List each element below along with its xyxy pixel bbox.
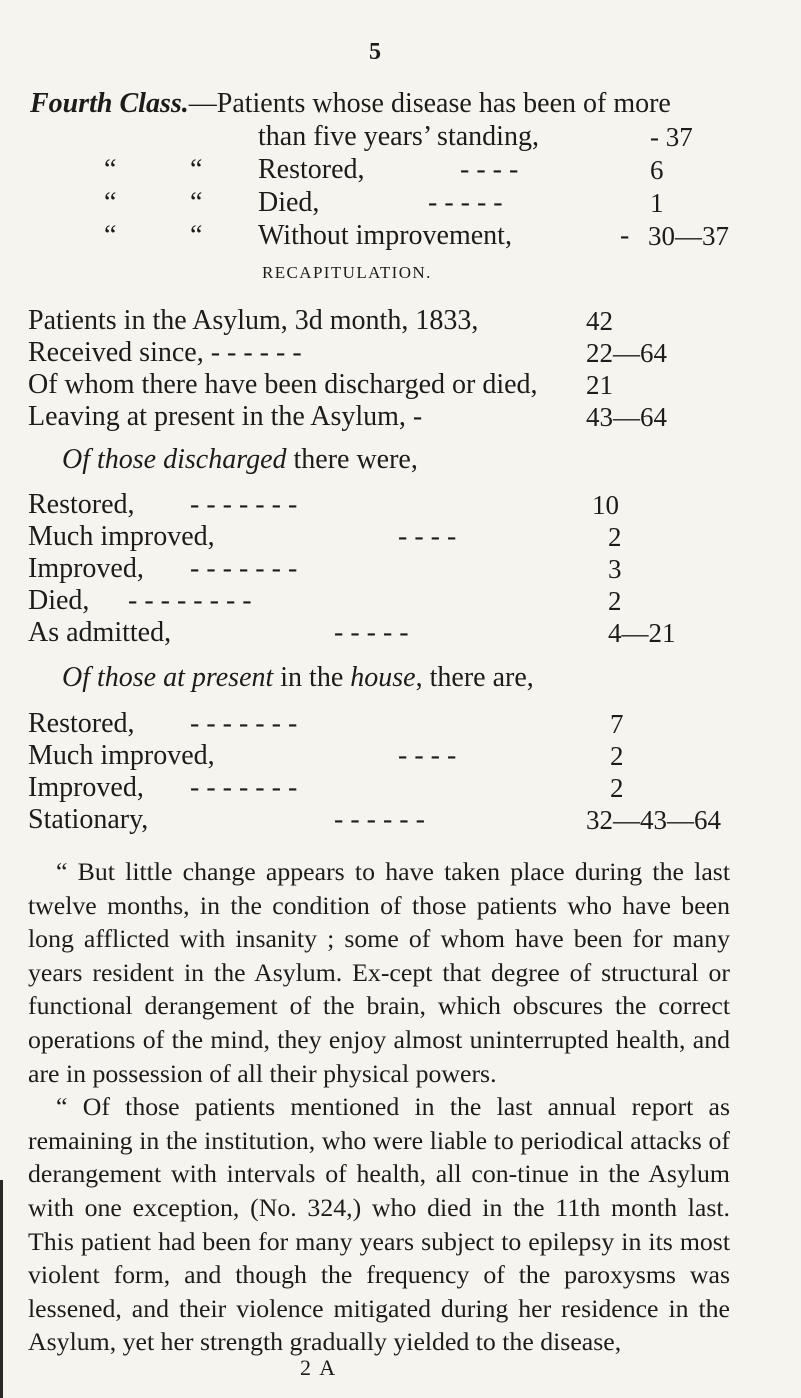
discharged-improved-num: 3: [608, 554, 622, 584]
recap-discharged-num: 21: [586, 370, 613, 400]
leader-dashes: - - - - - - -: [190, 489, 298, 520]
present-heading-mid: in the: [273, 662, 351, 693]
signature-mark: 2 A: [300, 1355, 338, 1380]
present-much-improved-label: Much improved,: [28, 740, 215, 771]
discharged-much-improved-label: Much improved,: [28, 521, 215, 552]
ditto-mark: “: [190, 187, 203, 218]
page-number: 5: [369, 39, 381, 65]
ditto-mark: “: [104, 220, 117, 251]
present-stationary-label: Stationary,: [28, 804, 149, 835]
leader-dashes: - - - -: [398, 521, 457, 552]
fourth-class-label: Fourth Class.: [30, 88, 189, 119]
discharged-died-label: Died,: [28, 585, 90, 616]
leader-dashes: - - - -: [460, 154, 519, 185]
paragraph-1: “ But little change appears to have taken place during the last twelve months, in the condition of those patients who have been long afflicted with insanity ; some of whom have been for many years resident in the Asylum. Ex-cept that degree of structural or functional derangement of the brain, which obscures the correct operations of the mind, they enjoy almost uninterrupted health, and are in possession of all their physical powers.: [28, 857, 730, 1088]
discharged-improved-label: Improved,: [28, 553, 144, 584]
present-heading-em: Of those at present: [62, 662, 274, 693]
fourth-class-restored-label: Restored,: [258, 154, 365, 185]
present-improved-label: Improved,: [28, 772, 144, 803]
discharged-as-admitted-num: 4—21: [608, 618, 676, 648]
leader-dashes: - - - - - - - -: [128, 585, 252, 616]
leader-dashes: - - - - - - -: [190, 772, 298, 803]
fourth-class-without-improvement-num: 30—37: [648, 221, 729, 251]
scan-edge-shadow: [0, 1180, 3, 1398]
ditto-mark: “: [190, 154, 203, 185]
leader-dashes: - - - - - -: [334, 804, 425, 835]
fourth-class-died-label: Died,: [258, 187, 320, 218]
fourth-class-standing-text: than five years’ standing,: [258, 121, 539, 152]
present-heading: [62, 662, 534, 694]
fourth-class-restored-num: 6: [650, 155, 664, 185]
leader-dashes: - - - - -: [428, 187, 503, 218]
present-heading-house: house: [350, 662, 416, 693]
fourth-class-intro: —Patients whose disease has been of more: [188, 88, 671, 119]
discharged-much-improved-num: 2: [608, 522, 622, 552]
recap-received-label: Received since, - - - - - -: [28, 337, 302, 368]
present-much-improved-num: 2: [610, 741, 624, 771]
discharged-heading-em: Of those discharged: [62, 444, 287, 475]
recap-leaving-num: 43—64: [586, 402, 667, 432]
recapitulation-title: RECAPITULATION.: [262, 263, 432, 282]
discharged-restored-label: Restored,: [28, 489, 135, 520]
discharged-heading-rest: there were,: [286, 444, 418, 475]
recap-discharged-label: Of whom there have been discharged or died,: [28, 369, 538, 400]
discharged-restored-num: 10: [592, 490, 619, 520]
recap-leaving-label: Leaving at present in the Asylum, -: [28, 401, 423, 432]
present-heading-rest: , there are,: [415, 662, 534, 693]
leader-dashes: - - - - - - -: [190, 708, 298, 739]
leader-dashes: - - - - -: [334, 617, 409, 648]
leader-dashes: - - - - - - -: [190, 553, 298, 584]
discharged-died-num: 2: [608, 586, 622, 616]
recap-received-num: 22—64: [586, 338, 667, 368]
discharged-as-admitted-label: As admitted,: [28, 617, 172, 648]
body-text: [28, 855, 730, 1359]
fourth-class-standing-num: - 37: [650, 122, 693, 152]
recap-patients-label: Patients in the Asylum, 3d month, 1833,: [28, 305, 479, 336]
present-restored-label: Restored,: [28, 708, 135, 739]
present-improved-num: 2: [610, 773, 624, 803]
ditto-mark: “: [104, 187, 117, 218]
present-restored-num: 7: [610, 709, 624, 739]
fourth-class-heading: [30, 88, 671, 120]
fourth-class-died-num: 1: [650, 188, 664, 218]
leader-dashes: - - - -: [398, 740, 457, 771]
leader-dashes: -: [620, 220, 630, 251]
discharged-heading: [62, 444, 418, 476]
ditto-mark: “: [190, 220, 203, 251]
present-stationary-num: 32—43—64: [586, 805, 721, 835]
paragraph-2: “ Of those patients mentioned in the last annual report as remaining in the institution, who were liable to periodical attacks of derangement with intervals of health, all con-tinue in the Asylum with one exception, (No. 324,) who died in the 11th month last. This patient had been for many years subject to epilepsy in its most violent form, and though the frequency of the paroxysms was lessened, and their violence mitigated during her residence in the Asylum, yet her strength gradually yielded to the disease,: [28, 1092, 730, 1357]
recap-patients-num: 42: [586, 306, 613, 336]
ditto-mark: “: [104, 154, 117, 185]
fourth-class-without-improvement-label: Without improvement,: [258, 220, 512, 251]
